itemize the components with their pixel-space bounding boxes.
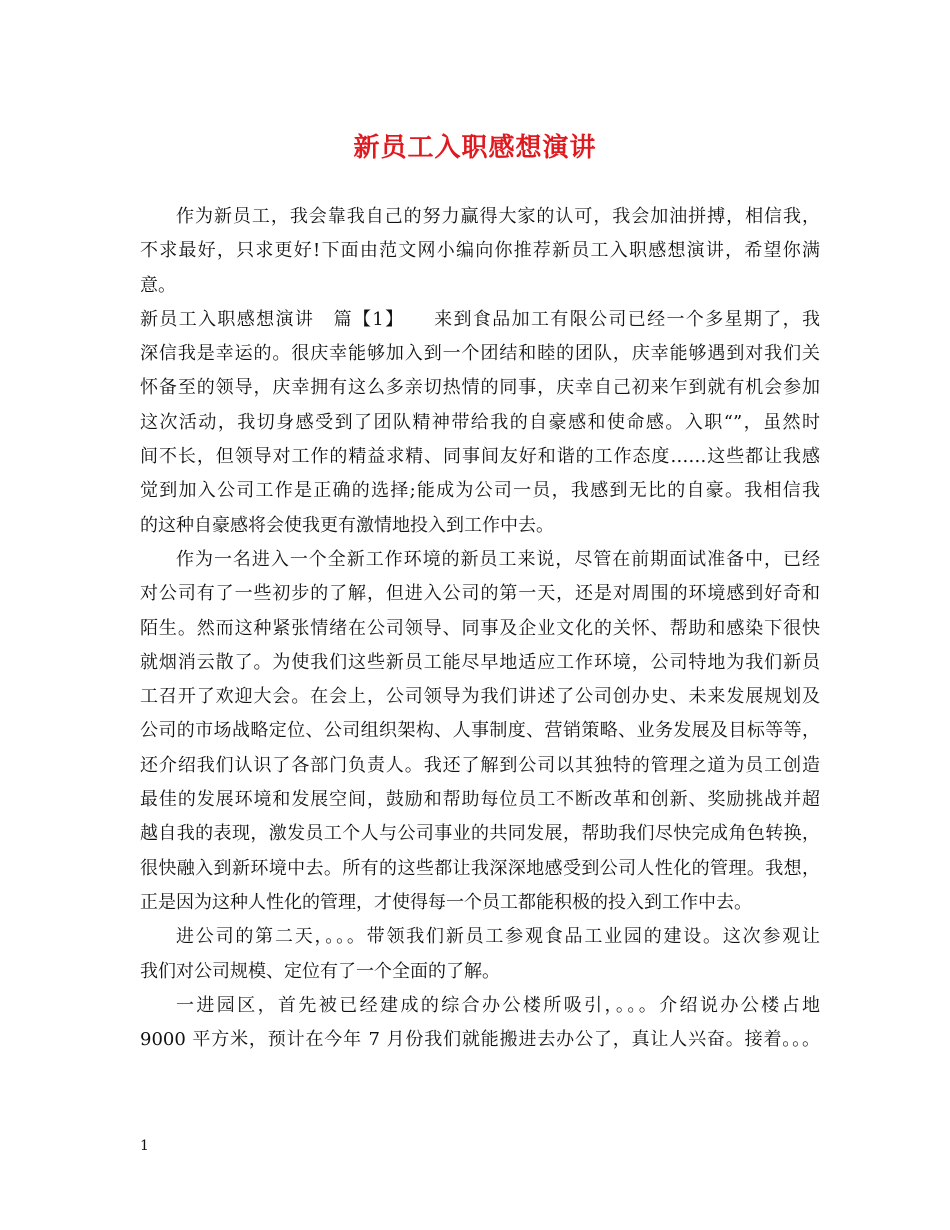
body-line: 作为一名进入一个全新工作环境的新员工来说，尽管在前期面试准备中，已经 [176,548,820,570]
page-number: 1 [140,1138,149,1154]
body-line: 9000 平方米，预计在今年 7 月份我们就能搬进去办公了，真让人兴奋。接着。。。 [140,1029,820,1051]
body-line: 进公司的第二天，。。。带领我们新员工参观食品工业园的建设。这次参观让 [176,926,820,948]
body-line: 意。 [140,274,176,296]
body-line: 对公司有了一些初步的了解，但进入公司的第一天，还是对周围的环境感到好奇和 [140,583,820,605]
body-line: 陌生。然而这种紧张情绪在公司领导、同事及企业文化的关怀、帮助和感染下很快 [140,617,820,639]
body-line: 就烟消云散了。为使我们这些新员工能尽早地适应工作环境，公司特地为我们新员 [140,651,820,673]
body-line: 最佳的发展环境和发展空间，鼓励和帮助每位员工不断改革和创新、奖励挑战并超 [140,789,820,811]
body-line: 作为新员工，我会靠我自己的努力赢得大家的认可，我会加油拼搏，相信我， [176,206,820,227]
body-line: 深信我是幸运的。很庆幸能够加入到一个团结和睦的团队，庆幸能够遇到对我们关 [140,343,820,365]
body-line: 的这种自豪感将会使我更有激情地投入到工作中去。 [140,514,554,536]
body-line: 很快融入到新环境中去。所有的这些都让我深深地感受到公司人性化的管理。我想， [140,857,820,879]
body-line: 这次活动，我切身感受到了团队精神带给我的自豪感和使命感。入职“”，虽然时 [140,411,820,433]
body-line: 还介绍我们认识了各部门负责人。我还了解到公司以其独特的管理之道为员工创造 [140,754,820,776]
body-line: 间不长，但领导对工作的精益求精、同事间友好和谐的工作态度……这些都让我感 [140,446,820,468]
body-line: 正是因为这种人性化的管理，才使得每一个员工都能积极的投入到工作中去。 [140,891,752,913]
body-line: 觉到加入公司工作是正确的选择;能成为公司一员，我感到无比的自豪。我相信我 [140,480,820,502]
body-line: 不求最好，只求更好!下面由范文网小编向你推荐新员工入职感想演讲，希望你满 [140,240,820,262]
body-line: 越自我的表现，激发员工个人与公司事业的共同发展，帮助我们尽快完成角色转换， [140,823,820,845]
body-line: 我们对公司规模、定位有了一个全面的了解。 [140,960,500,982]
document-body [140,200,820,1057]
document-title: 新员工入职感想演讲 [353,133,597,163]
body-line: 一进园区，首先被已经建成的综合办公楼所吸引，。。。介绍说办公楼占地 [176,994,820,1016]
body-line: 公司的市场战略定位、公司组织架构、人事制度、营销策略、业务发展及目标等等， [140,720,820,742]
body-line: 怀备至的领导，庆幸拥有这么多亲切热情的同事，庆幸自己初来乍到就有机会参加 [140,377,820,399]
body-line: 新员工入职感想演讲 篇【1】 来到食品加工有限公司已经一个多星期了，我 [140,308,820,330]
body-line: 工召开了欢迎大会。在会上，公司领导为我们讲述了公司创办史、未来发展规划及 [140,686,820,708]
